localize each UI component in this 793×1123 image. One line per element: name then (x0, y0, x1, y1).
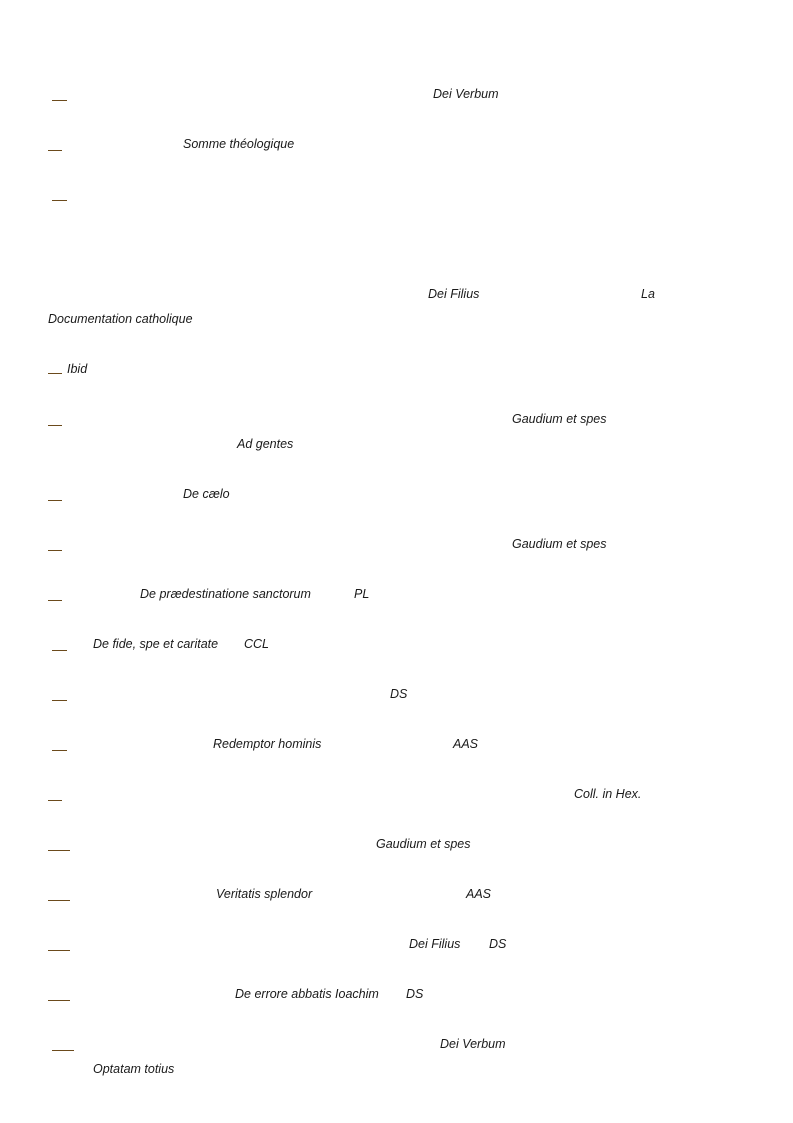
footnote-marker-16 (48, 950, 70, 951)
footnote-7-text-1: De cælo (183, 487, 230, 501)
footnote-13-text-1: Coll. in Hex. (574, 787, 642, 801)
footnote-10-text-2: CCL (244, 637, 270, 651)
footnote-marker-2 (48, 150, 62, 151)
footnote-17-text-1: De errore abbatis Ioachim (235, 987, 379, 1001)
footnote-9-text-1: De prædestinatione sanctorum (140, 587, 311, 601)
footnote-marker-5 (48, 373, 62, 374)
footnote-17-text-2: DS (406, 987, 424, 1001)
footnote-marker-15 (48, 900, 70, 901)
footnote-2-text-1: Somme théologique (183, 137, 295, 151)
footnote-16-text-2: DS (489, 937, 507, 951)
footnote-marker-9 (48, 600, 62, 601)
footnote-12-text-1: Redemptor hominis (213, 737, 322, 751)
footnote-9-text-2: PL (354, 587, 370, 601)
footnote-15-text-2: AAS (466, 887, 492, 901)
footnote-8-text-1: Gaudium et spes (512, 537, 607, 551)
footnote-marker-3 (52, 200, 67, 201)
footnote-marker-17 (48, 1000, 70, 1001)
footnote-marker-10 (52, 650, 67, 651)
footnote-4-text-1: Dei Filius (428, 287, 480, 301)
footnote-10-text-1: De fide, spe et caritate (93, 637, 219, 651)
footnote-12-text-2: AAS (453, 737, 479, 751)
footnote-marker-6 (48, 425, 62, 426)
footnote-6-text-2: Ad gentes (237, 437, 294, 451)
footnote-marker-12 (52, 750, 67, 751)
footnote-marker-7 (48, 500, 62, 501)
footnote-5-text-1: Ibid (67, 362, 88, 376)
footnote-4-text-3: Documentation catholique (48, 312, 193, 326)
footnote-6-text-1: Gaudium et spes (512, 412, 607, 426)
footnote-15-text-1: Veritatis splendor (216, 887, 313, 901)
footnote-marker-13 (48, 800, 62, 801)
footnote-11-text-1: DS (390, 687, 408, 701)
footnote-18-text-2: Optatam totius (93, 1062, 175, 1076)
footnote-marker-8 (48, 550, 62, 551)
footnote-4-text-2: La (641, 287, 655, 301)
footnote-14-text-1: Gaudium et spes (376, 837, 471, 851)
footnote-1-text-1: Dei Verbum (433, 87, 499, 101)
footnote-18-text-1: Dei Verbum (440, 1037, 506, 1051)
footnote-16-text-1: Dei Filius (409, 937, 461, 951)
footnote-marker-11 (52, 700, 67, 701)
footnote-marker-14 (48, 850, 70, 851)
footnote-marker-18 (52, 1050, 74, 1051)
footnote-marker-1 (52, 100, 67, 101)
